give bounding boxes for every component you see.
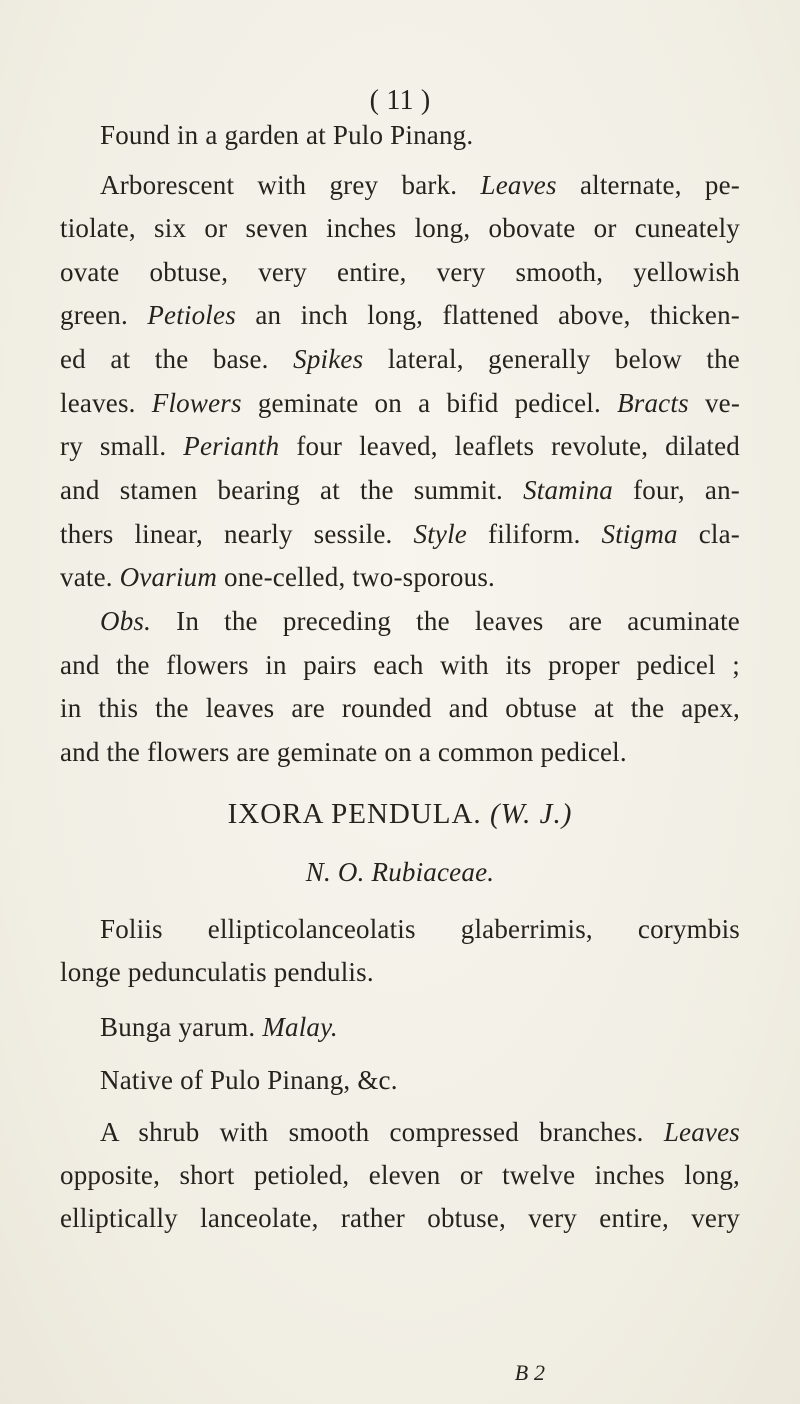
italic-term: Style [413, 519, 467, 549]
text-run: tiolate, six or seven inches long, obovate or cuneately [60, 213, 740, 243]
text-line [60, 955, 740, 989]
text-run: in this the leaves are rounded and obtuse at the apex, [60, 693, 740, 723]
italic-term: Obs. [100, 606, 152, 636]
italic-term: (W. J.) [489, 798, 573, 830]
text-line [60, 118, 740, 152]
italic-term: Leaves [480, 170, 557, 200]
text-run: ovate obtuse, very entire, very smooth, yellowish [60, 257, 740, 287]
italic-term: Bracts [617, 388, 689, 418]
text-run: Found in a garden at Pulo Pinang. [100, 120, 474, 150]
text-line [60, 211, 740, 245]
text-run: filiform. [467, 519, 602, 549]
italic-term: Stamina [523, 475, 613, 505]
text-line [60, 691, 740, 725]
text-run: and the flowers in pairs each with its proper pedicel ; [60, 650, 740, 680]
text-line [60, 735, 740, 769]
text-run: lateral, generally below the [363, 344, 740, 374]
italic-term: Malay. [262, 1012, 338, 1042]
page-number: ( 11 ) [369, 85, 431, 116]
text-run: four leaved, leaflets revolute, dilated [279, 431, 740, 461]
text-line [60, 1063, 740, 1097]
text-line [60, 429, 740, 463]
italic-term: Ovarium [119, 562, 218, 592]
text-run: Arborescent with grey bark. [100, 170, 481, 200]
text-line [60, 1201, 740, 1235]
text-run: and stamen bearing at the summit. [60, 475, 524, 505]
italic-term: Petioles [147, 300, 236, 330]
text-run: thers linear, nearly sessile. [60, 519, 414, 549]
text-line [60, 912, 740, 946]
text-run: and the flowers are geminate on a common pedicel. [60, 737, 627, 767]
text-run: In the preceding the leaves are acuminate [151, 606, 740, 636]
text-line [60, 386, 740, 420]
text-run: geminate on a bifid pedicel. [241, 388, 618, 418]
family-line [60, 855, 740, 889]
italic-term: Perianth [183, 431, 280, 461]
text-line [60, 473, 740, 507]
text-run: ed at the base. [60, 344, 294, 374]
text-run: one-celled, two-sporous. [217, 562, 495, 592]
text-line [60, 1010, 740, 1044]
italic-term: N. O. Rubiaceae. [305, 857, 495, 887]
text-line [60, 298, 740, 332]
species-heading [60, 797, 740, 831]
text-line [60, 255, 740, 289]
text-line [60, 1115, 740, 1149]
italic-term: Spikes [293, 344, 364, 374]
text-run: Native of Pulo Pinang, &c. [100, 1065, 398, 1095]
text-line [60, 342, 740, 376]
text-run: an inch long, flattened above, thicken- [235, 300, 740, 330]
text-run: four, an- [612, 475, 740, 505]
text-run: ve- [688, 388, 741, 418]
text-run: longe pedunculatis pendulis. [60, 957, 374, 987]
text-run: Bunga yarum. [100, 1012, 263, 1042]
text-run: IXORA PENDULA. [227, 798, 490, 830]
text-line [60, 648, 740, 682]
text-run: ry small. [60, 431, 184, 461]
text-line [60, 168, 740, 202]
text-run: cla- [677, 519, 740, 549]
text-line [60, 604, 740, 638]
text-run: A shrub with smooth compressed branches. [100, 1117, 664, 1147]
text-run: opposite, short petioled, eleven or twelve inches long, [60, 1160, 740, 1190]
italic-term: Leaves [663, 1117, 740, 1147]
text-line [60, 517, 740, 551]
italic-term: Flowers [151, 388, 242, 418]
text-run: vate. [60, 562, 120, 592]
text-run: leaves. [60, 388, 152, 418]
text-line [60, 1158, 740, 1192]
text-run: elliptically lanceolate, rather obtuse, very entire, very [60, 1203, 740, 1233]
text-run: Foliis ellipticolanceolatis glaberrimis, corymbis [100, 914, 740, 944]
text-run: alternate, pe- [556, 170, 740, 200]
text-run: green. [60, 300, 148, 330]
signature-mark: B 2 [514, 1360, 546, 1385]
text-line [60, 560, 740, 594]
italic-term: Stigma [601, 519, 678, 549]
